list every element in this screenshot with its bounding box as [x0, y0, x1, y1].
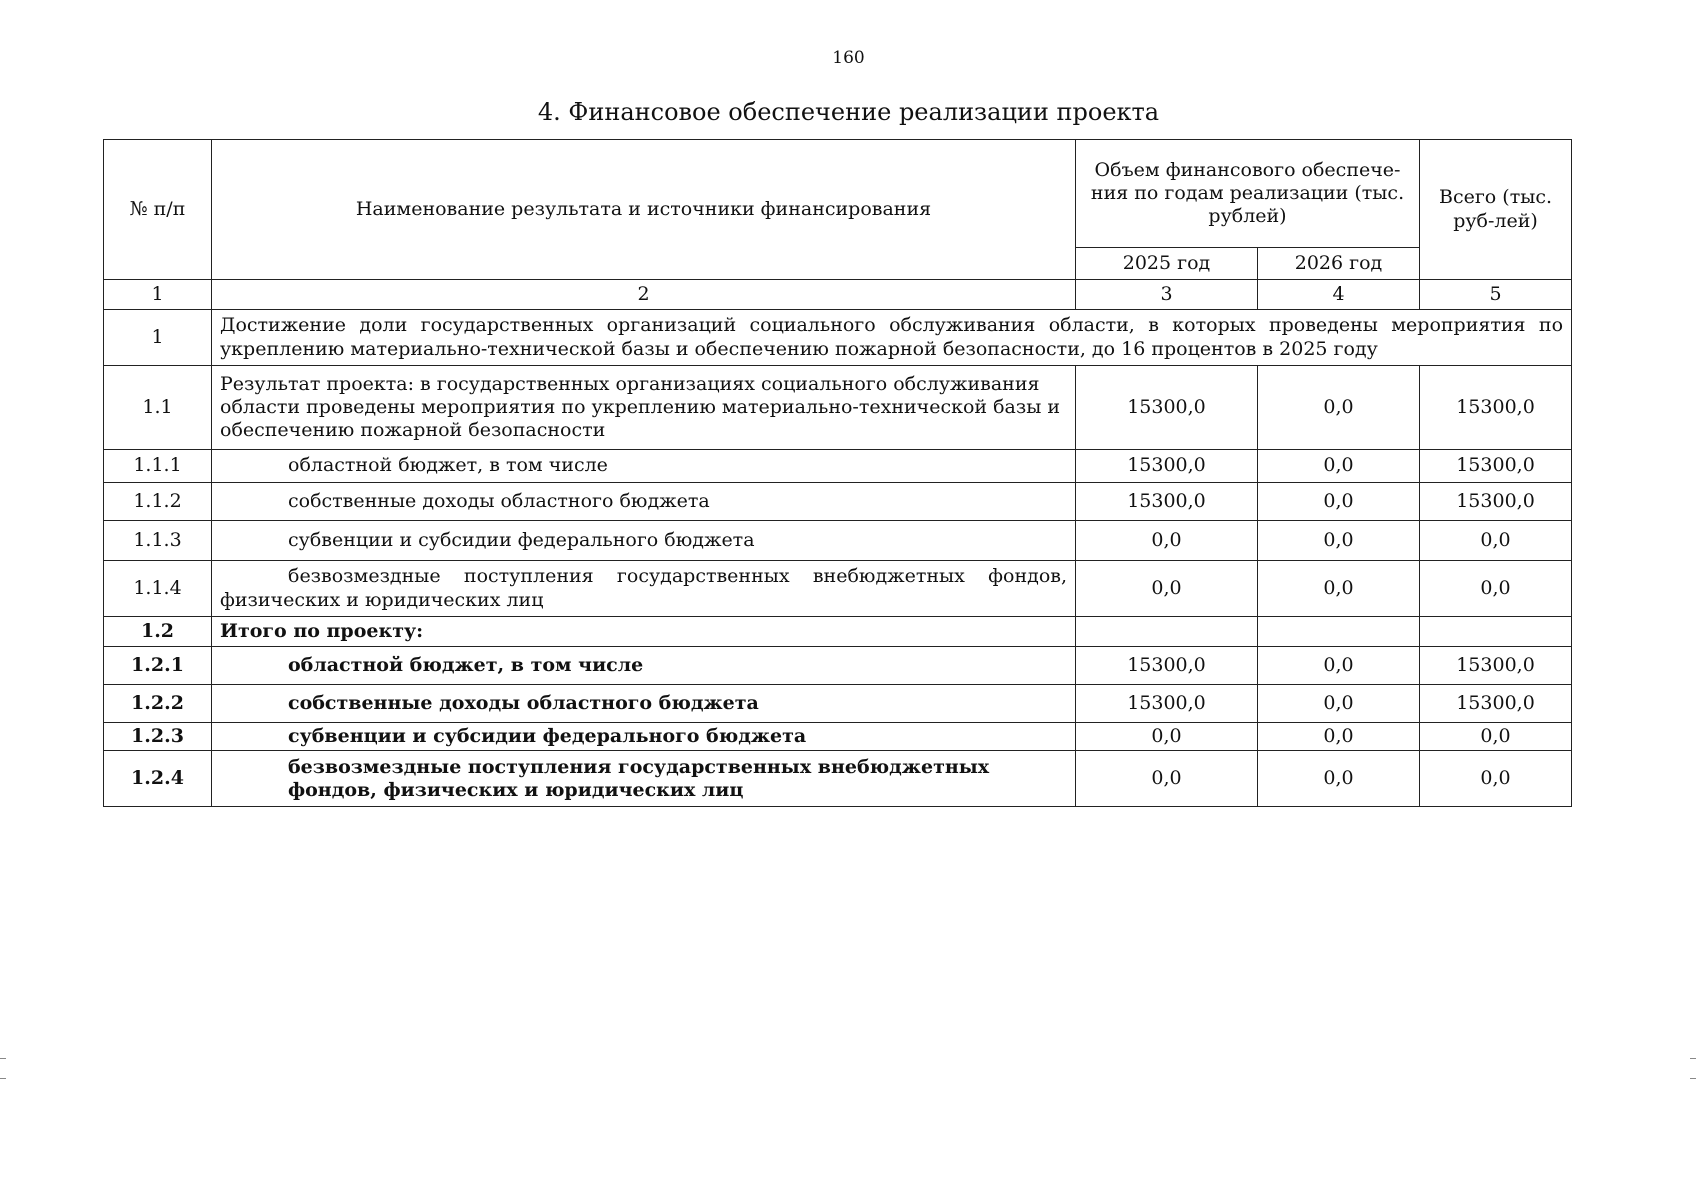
- table-row: [104, 366, 1572, 450]
- row-2025: 15300,0: [1076, 685, 1258, 723]
- row-2026: 0,0: [1258, 723, 1420, 751]
- row-2026: 0,0: [1258, 751, 1420, 807]
- scan-edge-mark: [1690, 1058, 1696, 1059]
- row-num: 1.1: [104, 366, 212, 450]
- row-num: 1.2.2: [104, 685, 212, 723]
- row-2025: [1076, 617, 1258, 647]
- row-num: 1.1.4: [104, 561, 212, 617]
- column-number: 1: [104, 280, 212, 310]
- column-number: 5: [1420, 280, 1572, 310]
- column-number: 2: [212, 280, 1076, 310]
- column-numbers-row: [104, 280, 1572, 310]
- row-num: 1.2.4: [104, 751, 212, 807]
- row-2025: 15300,0: [1076, 647, 1258, 685]
- row-name: областной бюджет, в том числе: [212, 647, 1076, 685]
- page-number: 160: [832, 48, 865, 68]
- row-2026: 0,0: [1258, 685, 1420, 723]
- table-row: [104, 685, 1572, 723]
- row-2026: 0,0: [1258, 366, 1420, 450]
- row-2026: 0,0: [1258, 483, 1420, 521]
- row-total: 15300,0: [1420, 450, 1572, 483]
- table-row: [104, 647, 1572, 685]
- row-total: 0,0: [1420, 561, 1572, 617]
- row-2026: 0,0: [1258, 450, 1420, 483]
- section-row: [104, 310, 1572, 366]
- row-total: 15300,0: [1420, 647, 1572, 685]
- row-total: 0,0: [1420, 723, 1572, 751]
- column-number: 3: [1076, 280, 1258, 310]
- scan-edge-mark: [0, 1078, 6, 1079]
- financing-table: [103, 139, 1572, 807]
- row-total: [1420, 617, 1572, 647]
- section-text: Достижение доли государственных организаций социального обслуживания области, в которых проведены мероприятия по укреплению материально-технической базы и обеспечению пожарной безопасности, до 16 процентов в 2025 году: [212, 310, 1572, 366]
- row-name: безвозмездные поступления государственных внебюджетных фондов, физических и юридических лиц: [212, 751, 1076, 807]
- column-number: 4: [1258, 280, 1420, 310]
- page-title: 4. Финансовое обеспечение реализации проекта: [537, 98, 1160, 126]
- table-row: [104, 561, 1572, 617]
- row-2025: 0,0: [1076, 751, 1258, 807]
- row-2025: 0,0: [1076, 561, 1258, 617]
- row-2025: 15300,0: [1076, 366, 1258, 450]
- row-name: субвенции и субсидии федерального бюджета: [212, 521, 1076, 561]
- row-total: 15300,0: [1420, 366, 1572, 450]
- row-name: собственные доходы областного бюджета: [212, 483, 1076, 521]
- row-num: 1.2: [104, 617, 212, 647]
- row-name: безвозмездные поступления государственных внебюджетных фондов, физических и юридических лиц: [212, 561, 1076, 617]
- row-num: 1.1.3: [104, 521, 212, 561]
- row-2025: 0,0: [1076, 521, 1258, 561]
- row-name: Итого по проекту:: [212, 617, 1076, 647]
- row-total: 15300,0: [1420, 483, 1572, 521]
- row-2025: 15300,0: [1076, 483, 1258, 521]
- header-year-2026: 2026 год: [1258, 248, 1420, 280]
- table-row: [104, 450, 1572, 483]
- row-name: субвенции и субсидии федерального бюджета: [212, 723, 1076, 751]
- row-2025: 15300,0: [1076, 450, 1258, 483]
- row-2026: 0,0: [1258, 521, 1420, 561]
- header-total: Всего (тыс. руб-лей): [1420, 140, 1572, 280]
- scan-edge-mark: [0, 1058, 6, 1059]
- row-num: 1.2.1: [104, 647, 212, 685]
- table-row: [104, 521, 1572, 561]
- header-num: № п/п: [104, 140, 212, 280]
- header-year-2025: 2025 год: [1076, 248, 1258, 280]
- row-num: 1.2.3: [104, 723, 212, 751]
- header-row: [104, 140, 1572, 248]
- row-2025: 0,0: [1076, 723, 1258, 751]
- table-row: [104, 723, 1572, 751]
- row-total: 15300,0: [1420, 685, 1572, 723]
- section-num: 1: [104, 310, 212, 366]
- row-name: собственные доходы областного бюджета: [212, 685, 1076, 723]
- row-num: 1.1.1: [104, 450, 212, 483]
- table-row: [104, 751, 1572, 807]
- header-volume: Объем финансового обеспече-ния по годам реализации (тыс. рублей): [1076, 140, 1420, 248]
- row-num: 1.1.2: [104, 483, 212, 521]
- row-2026: 0,0: [1258, 647, 1420, 685]
- row-total: 0,0: [1420, 751, 1572, 807]
- header-name: Наименование результата и источники финансирования: [212, 140, 1076, 280]
- row-name: Результат проекта: в государственных организациях социального обслуживания области проведены мероприятия по укреплению материально-технической базы и обеспечению пожарной безопасности: [212, 366, 1076, 450]
- row-name: областной бюджет, в том числе: [212, 450, 1076, 483]
- table-row: [104, 483, 1572, 521]
- row-2026: 0,0: [1258, 561, 1420, 617]
- row-total: 0,0: [1420, 521, 1572, 561]
- scan-edge-mark: [1690, 1078, 1696, 1079]
- table-row-total: [104, 617, 1572, 647]
- row-2026: [1258, 617, 1420, 647]
